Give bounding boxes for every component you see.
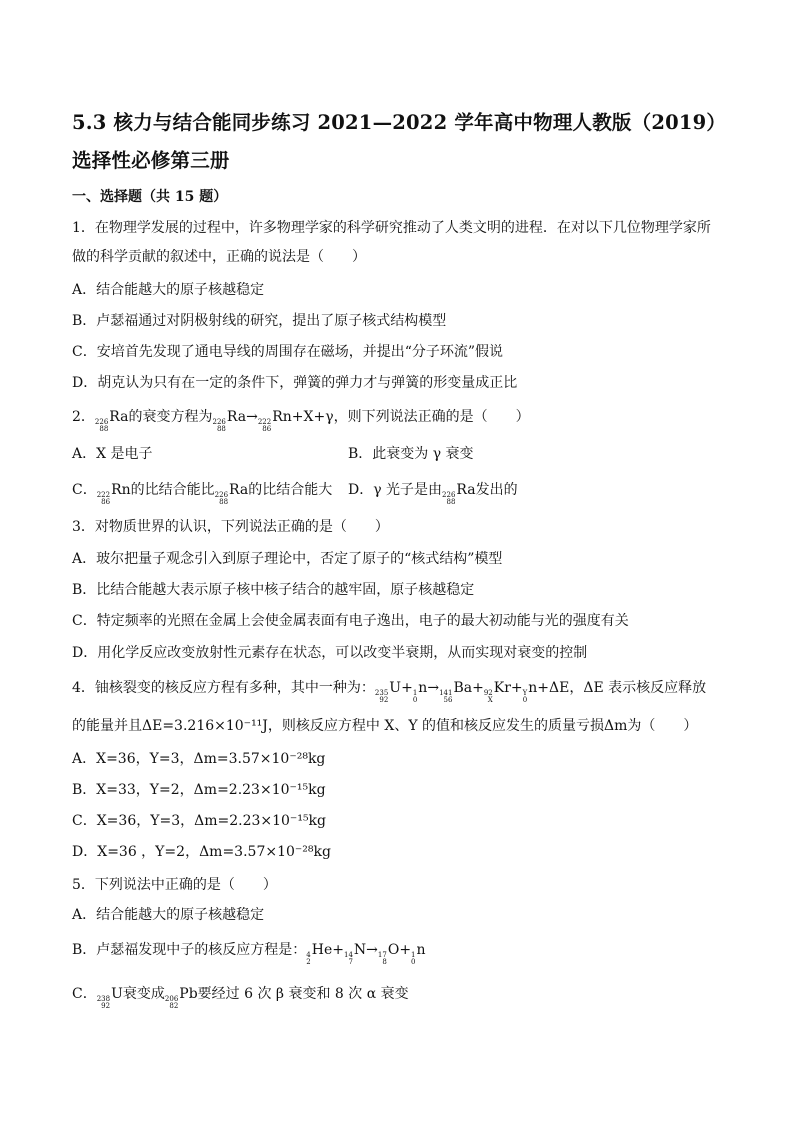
q3-stem: 3．对物质世界的认识，下列说法正确的是（ ） (72, 519, 389, 535)
q4-option-b: B．X=33，Y=2，Δm=2.23×10⁻¹⁵kg (72, 782, 326, 798)
title-line-1: 5.3 核力与结合能同步练习 2021—2022 学年高中物理人教版（2019） (72, 111, 727, 134)
nuclide-ra-226: 226 88 Ra (94, 409, 129, 433)
nuclide-rn-222-c: 222 86 Rn (96, 482, 131, 506)
q2-option-b: B．此衰变为 γ 衰变 (348, 446, 474, 462)
q3-option-b: B．比结合能越大表示原子核中核子结合的越牢固，原子核越稳定 (72, 582, 475, 598)
q5-stem: 5．下列说法中正确的是（ ） (72, 877, 277, 893)
nuclide-ra-226-b: 226 88 Ra (212, 409, 247, 433)
q1-option-b: B．卢瑟福通过对阴极射线的研究，提出了原子核式结构模型 (72, 313, 447, 329)
reaction-arrow: → (246, 409, 258, 425)
q4-option-c: C．X=36，Y=3，Δm=2.23×10⁻¹⁵kg (72, 813, 326, 829)
q2-stem (72, 408, 530, 433)
q2-option-c: C． 222 86 Rn的比结合能比 226 88 Ra的比结合能大 (72, 482, 333, 506)
q4-stem-line-2: 的能量并且ΔE=3.216×10⁻¹¹J，则核反应方程中 X、Y 的值和核反应发生的质量亏损Δm为（ ） (72, 718, 698, 734)
q4-option-d: D．X=36 ，Y=2，Δm=3.57×10⁻²⁸kg (72, 844, 331, 860)
q2-text-2: +X+γ，则下列说法正确的是（ ） (291, 409, 530, 425)
q4-option-a: A．X=36，Y=3，Δm=3.57×10⁻²⁸kg (72, 751, 326, 767)
q2-option-a: A．X 是电子 (72, 446, 153, 462)
neutron-b: 1 0 n (411, 942, 426, 966)
q5-option-a: A．结合能越大的原子核越稳定 (72, 907, 265, 923)
nuclide-u-235: 235 92 U (374, 680, 402, 704)
q1-option-d: D．胡克认为只有在一定的条件下，弹簧的弹力才与弹簧的形变量成正比 (72, 375, 518, 391)
q2-number: 2． (72, 409, 95, 425)
nuclide-ra-226-d: 226 88 Ra (442, 482, 476, 506)
nuclide-u-238: 238 92 U (96, 986, 123, 1010)
q4-stem-line-1: 4．铀核裂变的核反应方程有多种，其中一种为： 235 92 U+ 1 0 n→ 141 56 Ba+ 92 X Kr+ Y 0 n+ΔE，ΔE 表示核反应释放 (72, 680, 707, 704)
q2-text-1: 的衰变方程为 (128, 409, 213, 425)
neutron: 1 0 n (412, 680, 428, 704)
nuclide-o-17: 17 8 O (377, 942, 400, 966)
q1-stem-line-2: 做的科学贡献的叙述中，正确的说法是（ ） (72, 249, 366, 265)
q1-option-a: A．结合能越大的原子核越稳定 (72, 282, 265, 298)
nuclide-ra-226-c: 226 88 Ra (214, 482, 249, 506)
q3-option-d: D．用化学反应改变放射性元素存在状态，可以改变半衰期，从而实现对衰变的控制 (72, 645, 588, 661)
q3-option-c: C．特定频率的光照在金属上会使金属表面有电子逸出，电子的最大初动能与光的强度有关 (72, 613, 629, 629)
q1-stem-line-1: 1．在物理学发展的过程中，许多物理学家的科学研究推动了人类文明的进程．在对以下几位物理学家所 (72, 220, 711, 236)
nuclide-ba-141: 141 56 Ba (439, 680, 473, 704)
neutrons-y: Y 0 n (522, 680, 538, 704)
q5-option-b: B．卢瑟福发现中子的核反应方程是： 4 2 He+ 14 7 N→ 17 8 O+ 1 0 n (72, 942, 426, 966)
nuclide-he-4: 4 2 He (306, 942, 333, 966)
document-title (72, 104, 732, 180)
nuclide-pb-206: 206 82 Pb (164, 986, 198, 1010)
nuclide-n-14: 14 7 N (344, 942, 367, 966)
nuclide-kr-92: 92 X Kr (483, 680, 511, 704)
q2-option-d: D．γ 光子是由 226 88 Ra发出的 (348, 482, 518, 506)
q3-option-a: A．玻尔把量子观念引入到原子理论中，否定了原子的“核式结构”模型 (72, 551, 503, 567)
q5-option-c: C． 238 92 U衰变成 206 82 Pb要经过 6 次 β 衰变和 8 次 α 衰变 (72, 986, 409, 1010)
nuclide-rn-222: 222 86 Rn (257, 409, 292, 433)
q1-option-c: C．安培首先发现了通电导线的周围存在磁场，并提出“分子环流”假说 (72, 344, 504, 360)
section-heading: 一、选择题（共 15 题） (72, 189, 228, 205)
title-line-2: 选择性必修第三册 (72, 149, 230, 172)
